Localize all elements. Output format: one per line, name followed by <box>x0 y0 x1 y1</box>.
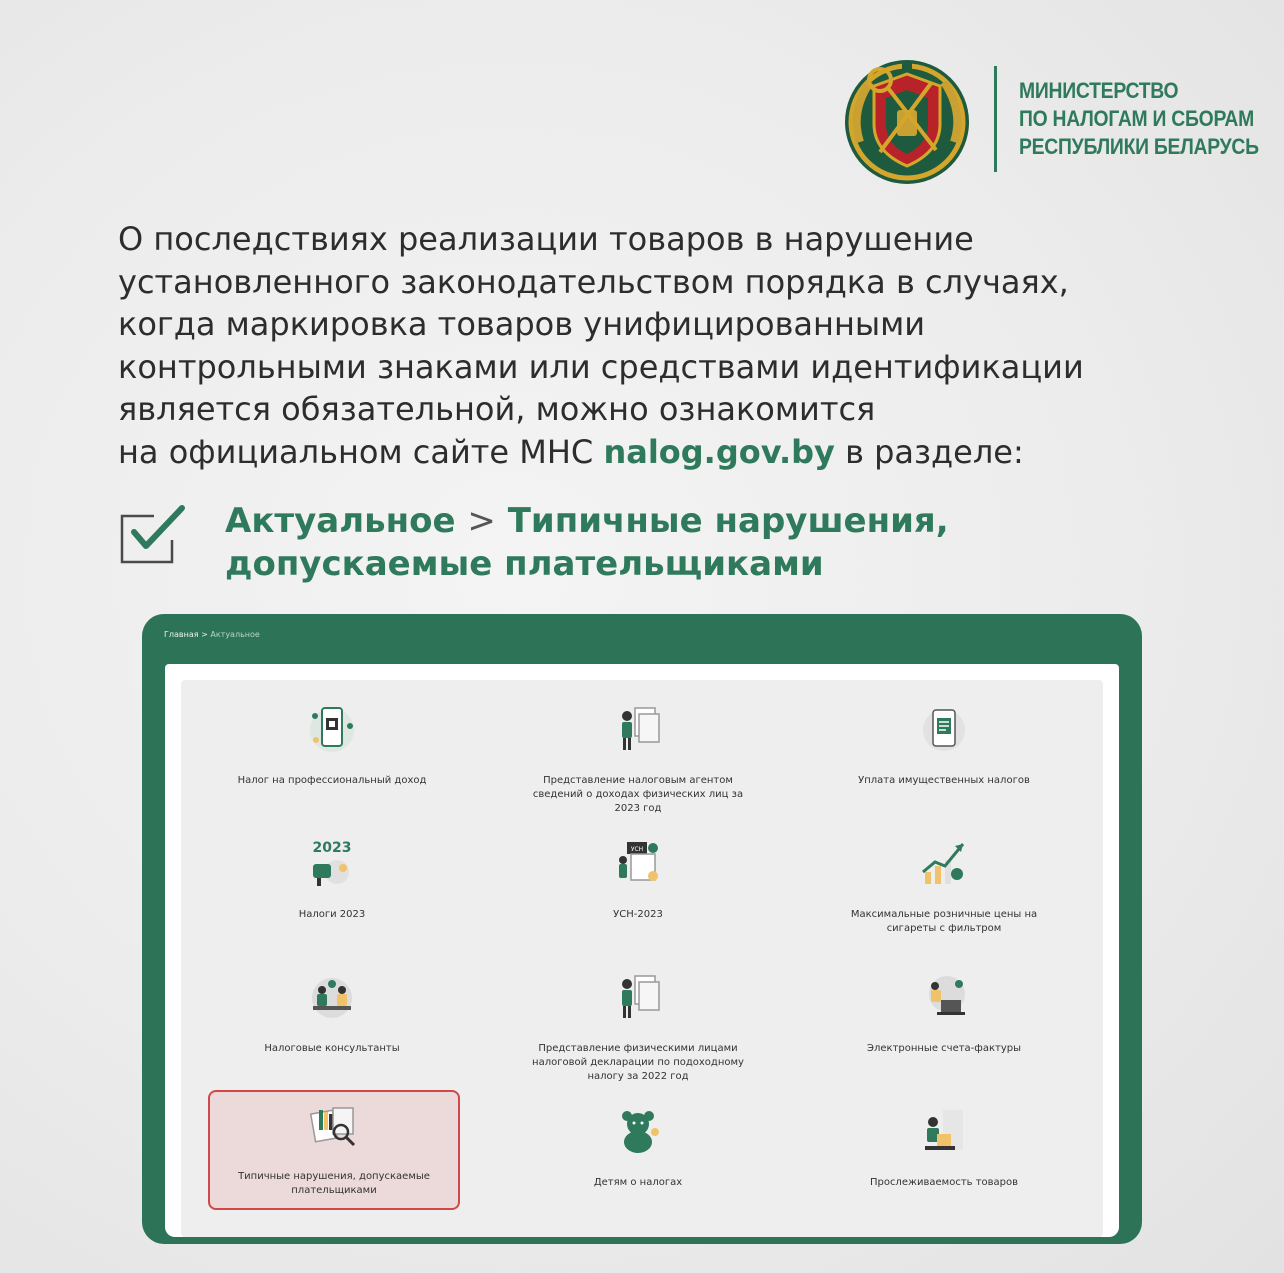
section-separator: > <box>467 501 496 541</box>
card-label: УСН-2023 <box>613 909 663 920</box>
card-typical-violations[interactable] <box>208 1090 460 1210</box>
svg-text:2023: 2023 <box>312 840 352 856</box>
usn-board-icon <box>613 838 663 888</box>
card-label: Детям о налогах <box>593 1177 683 1188</box>
intro-line: когда маркировка товаров унифицированными <box>118 305 926 343</box>
cards-grid <box>181 680 1103 1237</box>
ministry-name-line2: ПО НАЛОГАМ И СБОРАМ <box>1019 106 1255 131</box>
header-divider <box>994 66 997 172</box>
card-goods-traceability[interactable] <box>816 1094 1072 1214</box>
website-viewport <box>149 664 1135 1237</box>
section-part2: Типичные нарушения, допускаемые плательщиками <box>225 501 949 584</box>
magnifier-documents-icon <box>309 1100 359 1150</box>
intro-line: установленного законодательством порядка в случаях, <box>118 262 1069 301</box>
phone-qr-icon <box>307 704 357 754</box>
card-label: Представление физическими лицами налоговой декларации по подоходному налогу за 2022 год <box>532 1043 744 1082</box>
card-tax-consultants[interactable] <box>204 960 460 1080</box>
growth-chart-icon <box>919 838 969 888</box>
card-cigarette-max-prices[interactable] <box>816 826 1072 946</box>
website-screenshot-frame <box>142 614 1142 1244</box>
consultants-meeting-icon <box>307 972 357 1022</box>
person-boxes-icon <box>919 1106 969 1156</box>
website-screen <box>165 664 1119 1237</box>
year-2023-icon <box>307 838 357 888</box>
ministry-header <box>840 52 1284 186</box>
card-label: Прослеживаемость товаров <box>869 1177 1019 1188</box>
svg-text:УСН: УСН <box>630 846 644 853</box>
ministry-emblem-icon <box>840 52 974 186</box>
card-income-declaration-2022[interactable] <box>510 960 766 1080</box>
laptop-worker-icon <box>919 972 969 1022</box>
card-label: Налоговые консультанты <box>264 1043 400 1054</box>
ministry-name <box>1019 77 1259 161</box>
breadcrumb-home[interactable]: Главная <box>164 630 199 639</box>
intro-paragraph <box>118 218 1168 473</box>
card-label: Типичные нарушения, допускаемые плательщиками <box>238 1171 430 1196</box>
teddy-bear-icon <box>613 1106 663 1156</box>
card-label: Максимальные розничные цены на сигареты с фильтром <box>850 909 1038 934</box>
site-link[interactable]: nalog.gov.by <box>603 432 835 471</box>
intro-line: контрольными знаками или средствами идентификации <box>118 347 1084 386</box>
breadcrumb-separator: > <box>201 630 208 639</box>
checkbox-icon <box>120 504 190 566</box>
card-property-tax-payment[interactable] <box>816 692 1072 812</box>
breadcrumb-current: Актуальное <box>210 630 260 639</box>
intro-last-prefix: на официальном сайте МНС <box>118 432 604 471</box>
card-label: Налог на профессиональный доход <box>237 775 427 786</box>
ministry-name-line1: МИНИСТЕРСТВО <box>1019 78 1179 103</box>
card-label: Представление налоговым агентом сведений о доходах физических лиц за 2023 год <box>532 775 744 814</box>
card-taxes-2023[interactable] <box>204 826 460 946</box>
intro-last-suffix: в разделе: <box>834 432 1024 471</box>
section-part1: Актуальное <box>225 501 456 541</box>
phone-receipt-icon <box>919 704 969 754</box>
person-documents-icon <box>613 704 663 754</box>
card-usn-2023[interactable] <box>510 826 766 946</box>
card-tax-agent-income-2023[interactable] <box>510 692 766 812</box>
section-path <box>225 500 1165 586</box>
card-label: Электронные счета-фактуры <box>867 1043 1021 1054</box>
person-documents-icon <box>613 972 663 1022</box>
intro-line: является обязательной, можно ознакомится <box>118 390 876 428</box>
intro-line: О последствиях реализации товаров в нарушение <box>118 220 974 258</box>
card-label: Уплата имущественных налогов <box>858 775 1030 786</box>
card-professional-income-tax[interactable] <box>204 692 460 812</box>
ministry-name-line3: РЕСПУБЛИКИ БЕЛАРУСЬ <box>1019 134 1259 159</box>
card-electronic-invoices[interactable] <box>816 960 1072 1080</box>
card-kids-about-taxes[interactable] <box>510 1094 766 1214</box>
card-label: Налоги 2023 <box>298 909 366 920</box>
breadcrumb <box>164 630 260 639</box>
